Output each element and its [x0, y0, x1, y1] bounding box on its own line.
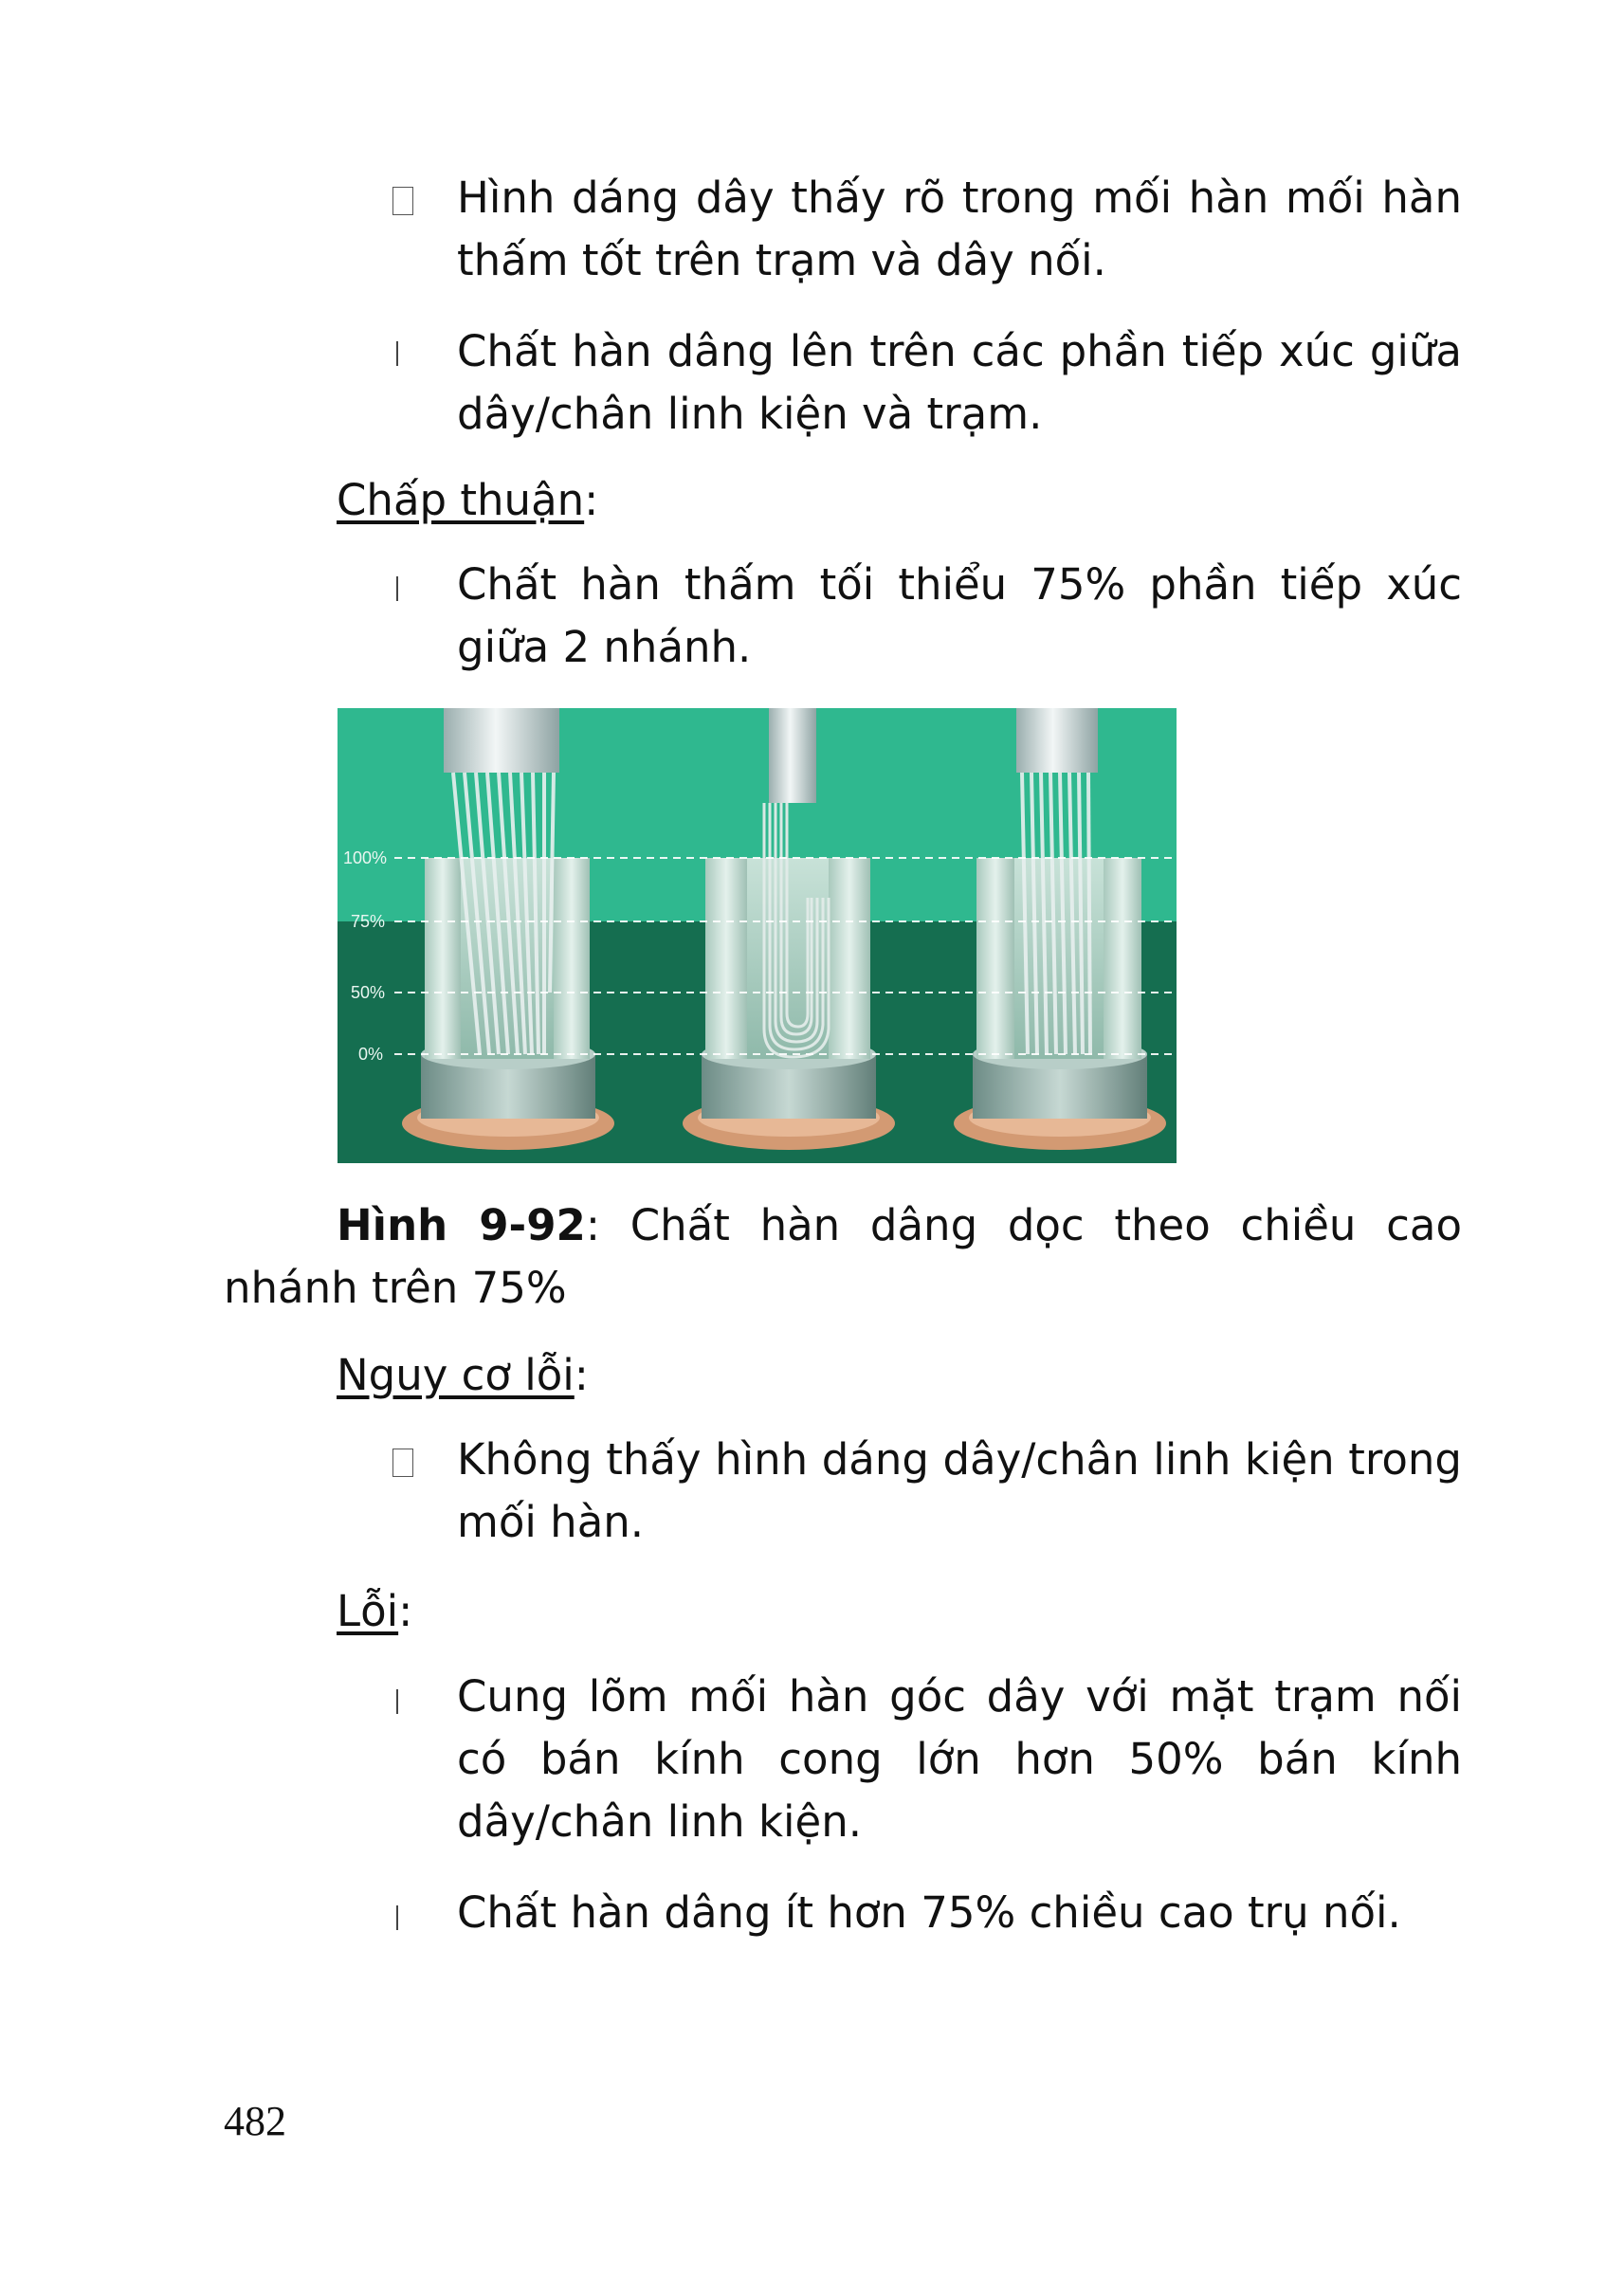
bullet-text: Chất hàn dâng lên trên các phần tiếp xúc giữa dây/chân linh kiện và trạm.: [457, 326, 1462, 439]
bullet-text: Chất hàn thấm tối thiểu 75% phần tiếp xúc giữa 2 nhánh.: [457, 559, 1462, 672]
level-label: 100%: [343, 848, 388, 867]
solder-fill-figure: [338, 708, 1177, 1163]
section-heading-risk: Nguy cơ lỗi:: [337, 1350, 589, 1400]
level-label: 0%: [358, 1045, 384, 1064]
bar-bullet-icon: [396, 576, 398, 601]
bullet-text: Chất hàn dâng ít hơn 75% chiều cao trụ nối.: [457, 1887, 1401, 1938]
caption-text: : Chất hàn dâng dọc theo chiều cao nhánh trên 75%: [224, 1200, 1462, 1313]
page-number: 482: [224, 2098, 286, 2144]
bar-bullet-icon: [396, 341, 398, 366]
bullet-text: Hình dáng dây thấy rõ trong mối hàn mối hàn thấm tốt trên trạm và dây nối.: [457, 173, 1462, 285]
figure-caption-line: [224, 1194, 1462, 1320]
section-heading-accept: Chấp thuận:: [337, 475, 599, 525]
box-bullet-icon: [392, 1449, 413, 1477]
bar-bullet-icon: [396, 1689, 398, 1714]
bullet-text: Cung lõm mối hàn góc dây với mặt trạm nối có bán kính cong lớn hơn 50% bán kính dây/chân linh kiện.: [457, 1671, 1462, 1847]
section-heading-defect: Lỗi:: [337, 1586, 413, 1636]
box-bullet-icon: [392, 187, 413, 215]
bullet-text: Không thấy hình dáng dây/chân linh kiện trong mối hàn.: [457, 1434, 1462, 1547]
caption-label: Hình 9-92: [337, 1200, 586, 1250]
bar-bullet-icon: [396, 1905, 398, 1930]
level-label: 75%: [351, 912, 386, 931]
level-label: 50%: [351, 983, 386, 1002]
